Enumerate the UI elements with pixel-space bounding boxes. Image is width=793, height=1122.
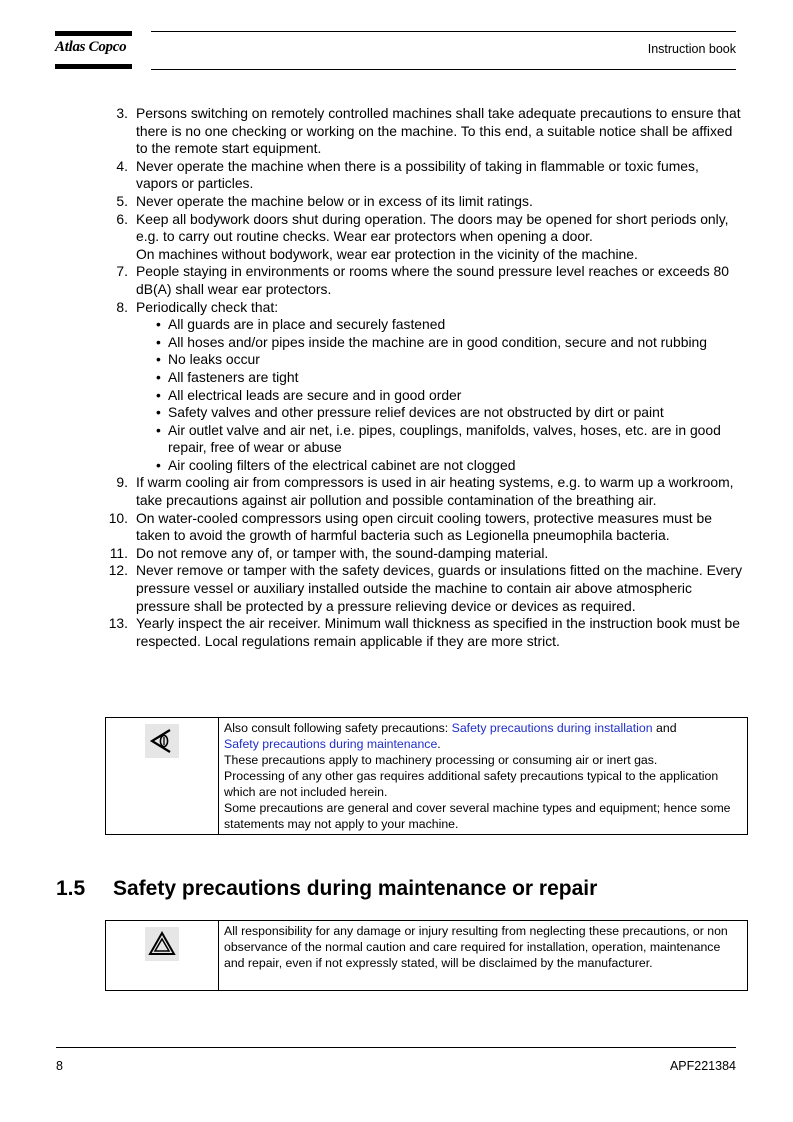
item-number: 6. [116, 210, 128, 227]
logo-bar-top [55, 31, 132, 36]
link-installation-precautions[interactable]: Safety precautions during installation [451, 721, 653, 735]
sublist-item: • All hoses and/or pipes inside the machine are in good condition, secure and not rubbing [156, 334, 743, 352]
item-text: Never operate the machine when there is a possibility of taking in flammable or toxic fumes, vapors or particles. [136, 157, 699, 192]
section-title: Safety precautions during maintenance or repair [113, 877, 598, 900]
item-text: Do not remove any of, or tamper with, the sound-damping material. [136, 544, 549, 561]
sublist-item: • Air outlet valve and air net, i.e. pipes, couplings, manifolds, valves, hoses, etc. are in good repair, free of wear or abuse [156, 422, 743, 457]
item-text: Periodically check that: [136, 298, 279, 315]
note-period: . [437, 737, 441, 751]
header-rule-top [151, 31, 736, 32]
logo-bar-bottom [55, 64, 132, 69]
info-note-box [105, 717, 748, 835]
item-text: Persons switching on remotely controlled machines shall take adequate precautions to ensure that there is no one checking or working on the machine. To this end, a suitable notice shall be affixed to the remote start equipment. [136, 105, 741, 157]
safety-list [108, 105, 743, 650]
item-text: Yearly inspect the air receiver. Minimum wall thickness as specified in the instruction book must be respected. Local regulations remain applicable if they are more strict. [136, 615, 741, 649]
item-number: 12. [108, 562, 128, 579]
note-line: Some precautions are general and cover several machine types and equipment; hence some statements may not apply to your machine. [224, 801, 731, 831]
item-number: 3. [116, 105, 128, 121]
item-number: 7. [116, 263, 128, 280]
note-text: All responsibility for any damage or injury resulting from neglecting these precautions, or non observance of the normal caution and care required for installation, operation, maintenance and repair, even if not expressly stated, will be disclaimed by the manufacturer. [224, 924, 728, 970]
list-item [108, 263, 743, 298]
atlas-copco-logo: Atlas Copco [55, 39, 127, 55]
consult-icon [145, 724, 179, 758]
item-text: Never remove or tamper with the safety devices, guards or insulations fitted on the machine. Every pressure vessel or auxiliary installed outside the machine to contain air above atmospheric pressure shall be protected by a pressure relieving device or devices as required. [136, 562, 743, 614]
note-icon-cell [106, 718, 219, 834]
note-line: These precautions apply to machinery processing or consuming air or inert gas. [224, 753, 658, 767]
sublist-item: • All guards are in place and securely fastened [156, 316, 743, 334]
link-maintenance-precautions[interactable]: Safety precautions during maintenance [224, 737, 438, 751]
page-number: 8 [56, 1059, 63, 1073]
sublist-item: • No leaks occur [156, 351, 743, 369]
item-number: 8. [116, 298, 128, 315]
list-item [108, 562, 743, 615]
note-line: Processing of any other gas requires additional safety precautions typical to the application which are not included herein. [224, 769, 719, 799]
note-and: and [652, 721, 677, 735]
item-text: People staying in environments or rooms where the sound pressure level reaches or exceeds 80 dB(A) shall wear ear protectors. [136, 263, 729, 297]
section-number: 1.5 [56, 877, 86, 900]
item-number: 5. [116, 192, 128, 209]
list-item [108, 211, 743, 264]
item-text: Keep all bodywork doors shut during operation. The doors may be opened for short periods only, e.g. to carry out routine checks. Wear ear protectors when opening a door. [136, 210, 729, 245]
sublist-item: • Air cooling filters of the electrical cabinet are not clogged [156, 457, 743, 475]
list-item [108, 158, 743, 193]
list-item [108, 105, 743, 158]
item-text: If warm cooling air from compressors is used in air heating systems, e.g. to warm up a workroom, take precautions against air pollution and possible contamination of the breathing air. [136, 474, 734, 509]
sublist-item: • All electrical leads are secure and in good order [156, 387, 743, 405]
header-rule-bottom [151, 69, 736, 70]
item-number: 11. [109, 544, 128, 561]
list-item [108, 193, 743, 211]
list-item [108, 615, 743, 650]
check-sublist [136, 316, 743, 474]
list-item [108, 510, 743, 545]
header-title: Instruction book [647, 42, 736, 56]
note-icon-cell [106, 921, 219, 990]
list-item [108, 299, 743, 475]
item-text: Never operate the machine below or in excess of its limit ratings. [136, 192, 533, 209]
warning-note-box [105, 920, 748, 991]
document-id: APF221384 [669, 1059, 736, 1073]
item-number: 10. [108, 509, 128, 526]
sublist-item: • Safety valves and other pressure relief devices are not obstructed by dirt or paint [156, 404, 743, 422]
warning-icon [145, 927, 179, 961]
item-number: 13. [108, 615, 128, 632]
note-prefix: Also consult following safety precautions: [224, 721, 452, 735]
item-number: 9. [116, 474, 128, 491]
footer-rule [56, 1047, 736, 1048]
item-text-continued: On machines without bodywork, wear ear protection in the vicinity of the machine. [136, 245, 638, 262]
item-text: On water-cooled compressors using open circuit cooling towers, protective measures must be taken to avoid the growth of harmful bacteria such as Legionella pneumophila bacteria. [136, 509, 712, 544]
list-item [108, 474, 743, 509]
list-item [108, 545, 743, 563]
note-text [219, 718, 747, 834]
item-number: 4. [116, 157, 128, 174]
sublist-item: • All fasteners are tight [156, 369, 743, 387]
